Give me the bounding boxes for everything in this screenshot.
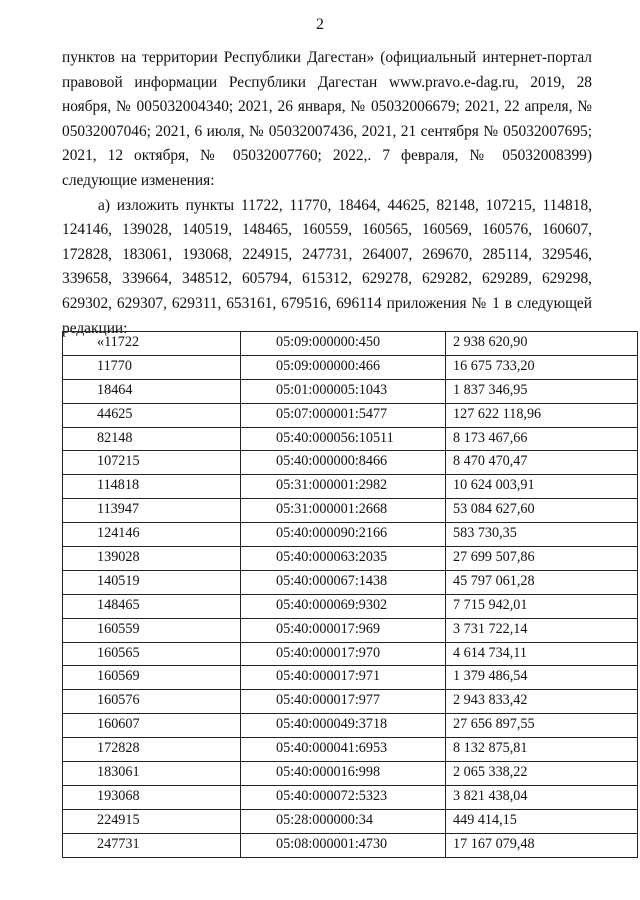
table-row: [63, 785, 638, 809]
cadastral-value-cell: 4 614 734,11: [446, 642, 638, 666]
cadastral-value-cell: 27 656 897,55: [446, 714, 638, 738]
item-number-cell: 160569: [63, 666, 241, 690]
table-row: [63, 714, 638, 738]
cadastral-number-cell: 05:40:000017:970: [241, 642, 446, 666]
cadastral-number-cell: 05:40:000016:998: [241, 762, 446, 786]
cadastral-number-cell: 05:31:000001:2668: [241, 499, 446, 523]
cadastral-number-cell: 05:07:000001:5477: [241, 403, 446, 427]
item-number-cell: 160565: [63, 642, 241, 666]
table-row: [63, 547, 638, 571]
cadastral-number-cell: 05:31:000001:2982: [241, 475, 446, 499]
table-row: [63, 738, 638, 762]
item-number-cell: 114818: [63, 475, 241, 499]
cadastral-value-cell: 583 730,35: [446, 523, 638, 547]
page-number: 2: [316, 16, 324, 33]
item-number-cell: 247731: [63, 833, 241, 857]
item-number-cell: 44625: [63, 403, 241, 427]
intro-paragraph: пунктов на территории Республики Дагестан» (официальный интернет-портал правовой информации Республики Дагестан www.pravo.e-dag.ru, 2019, 28 ноября, № 005032004340; 2021, 26 января, № 05032006679; 2021, 22 апреля, № 05032007046; 2021, 6 июля, № 05032007436, 2021, 21 сентября № 05032007695; 2021, 12 октября, № 05032007760; 2022,. 7 февраля, № 05032008399) следующие изменения:: [62, 49, 592, 189]
table-body: [63, 332, 638, 858]
cadastral-value-cell: 17 167 079,48: [446, 833, 638, 857]
item-number-cell: 82148: [63, 427, 241, 451]
cadastral-number-cell: 05:40:000041:6953: [241, 738, 446, 762]
item-number-cell: 124146: [63, 523, 241, 547]
table-row: [63, 594, 638, 618]
table-row: [63, 666, 638, 690]
table-row: [63, 809, 638, 833]
item-number-cell: 172828: [63, 738, 241, 762]
table-row: [63, 332, 638, 356]
cadastral-number-cell: 05:40:000056:10511: [241, 427, 446, 451]
table-row: [63, 379, 638, 403]
table-row: [63, 618, 638, 642]
cadastral-value-cell: 1 379 486,54: [446, 666, 638, 690]
amendment-paragraph: а) изложить пункты 11722, 11770, 18464, 44625, 82148, 107215, 114818, 124146, 139028, 140519, 148465, 160559, 160565, 160569, 160576, 160607, 172828, 183061, 193068, 224915, 247731, 264007, 269670, 285114, 329546, 339658, 339664, 348512, 605794, 615312, 629278, 629282, 629289, 629298, 629302, 629307, 629311, 653161, 679516, 696114 приложения № 1 в следующей редакции:: [62, 196, 592, 337]
cadastral-number-cell: 05:40:000090:2166: [241, 523, 446, 547]
cadastral-value-cell: 8 132 875,81: [446, 738, 638, 762]
table-row: [63, 403, 638, 427]
item-number-cell: 18464: [63, 379, 241, 403]
cadastral-value-cell: 2 938 620,90: [446, 332, 638, 356]
item-number-cell: 224915: [63, 809, 241, 833]
cadastral-value-cell: 2 065 338,22: [446, 762, 638, 786]
cadastral-number-cell: 05:40:000072:5323: [241, 785, 446, 809]
cadastral-value-cell: 1 837 346,95: [446, 379, 638, 403]
item-number-cell: 140519: [63, 570, 241, 594]
cadastral-number-cell: 05:08:000001:4730: [241, 833, 446, 857]
cadastral-value-cell: 10 624 003,91: [446, 475, 638, 499]
cadastral-number-cell: 05:09:000000:450: [241, 332, 446, 356]
cadastral-number-cell: 05:40:000067:1438: [241, 570, 446, 594]
table-row: [63, 499, 638, 523]
item-number-cell: 113947: [63, 499, 241, 523]
cadastral-value-cell: 8 173 467,66: [446, 427, 638, 451]
cadastral-value-cell: 2 943 833,42: [446, 690, 638, 714]
cadastral-value-cell: 3 731 722,14: [446, 618, 638, 642]
cadastral-number-cell: 05:40:000069:9302: [241, 594, 446, 618]
table-row: [63, 762, 638, 786]
cadastral-value-cell: 8 470 470,47: [446, 451, 638, 475]
cadastral-value-cell: 3 821 438,04: [446, 785, 638, 809]
table-row: [63, 451, 638, 475]
cadastral-number-cell: 05:40:000000:8466: [241, 451, 446, 475]
cadastral-number-cell: 05:40:000049:3718: [241, 714, 446, 738]
table-row: [63, 833, 638, 857]
cadastral-value-cell: 127 622 118,96: [446, 403, 638, 427]
item-number-cell: 193068: [63, 785, 241, 809]
cadastral-number-cell: 05:01:000005:1043: [241, 379, 446, 403]
cadastral-value-cell: 16 675 733,20: [446, 355, 638, 379]
cadastral-value-cell: 27 699 507,86: [446, 547, 638, 571]
item-number-cell: 160559: [63, 618, 241, 642]
table-row: [63, 427, 638, 451]
item-number-cell: 183061: [63, 762, 241, 786]
cadastral-number-cell: 05:28:000000:34: [241, 809, 446, 833]
table-row: [63, 523, 638, 547]
cadastral-number-cell: 05:40:000017:977: [241, 690, 446, 714]
table-row: [63, 570, 638, 594]
table-row: [63, 475, 638, 499]
item-number-cell: 160576: [63, 690, 241, 714]
cadastral-value-cell: 449 414,15: [446, 809, 638, 833]
item-number-cell: 139028: [63, 547, 241, 571]
item-number-cell: 107215: [63, 451, 241, 475]
cadastral-value-cell: 7 715 942,01: [446, 594, 638, 618]
cadastral-number-cell: 05:09:000000:466: [241, 355, 446, 379]
cadastral-value-cell: 53 084 627,60: [446, 499, 638, 523]
item-number-cell: 11770: [63, 355, 241, 379]
item-number-cell: «11722: [63, 332, 241, 356]
item-number-cell: 148465: [63, 594, 241, 618]
table-row: [63, 355, 638, 379]
table-row: [63, 690, 638, 714]
table-row: [63, 642, 638, 666]
cadastral-number-cell: 05:40:000017:971: [241, 666, 446, 690]
item-number-cell: 160607: [63, 714, 241, 738]
cadastral-value-table: [62, 331, 638, 858]
cadastral-value-cell: 45 797 061,28: [446, 570, 638, 594]
cadastral-number-cell: 05:40:000063:2035: [241, 547, 446, 571]
document-body: [62, 46, 592, 341]
cadastral-number-cell: 05:40:000017:969: [241, 618, 446, 642]
